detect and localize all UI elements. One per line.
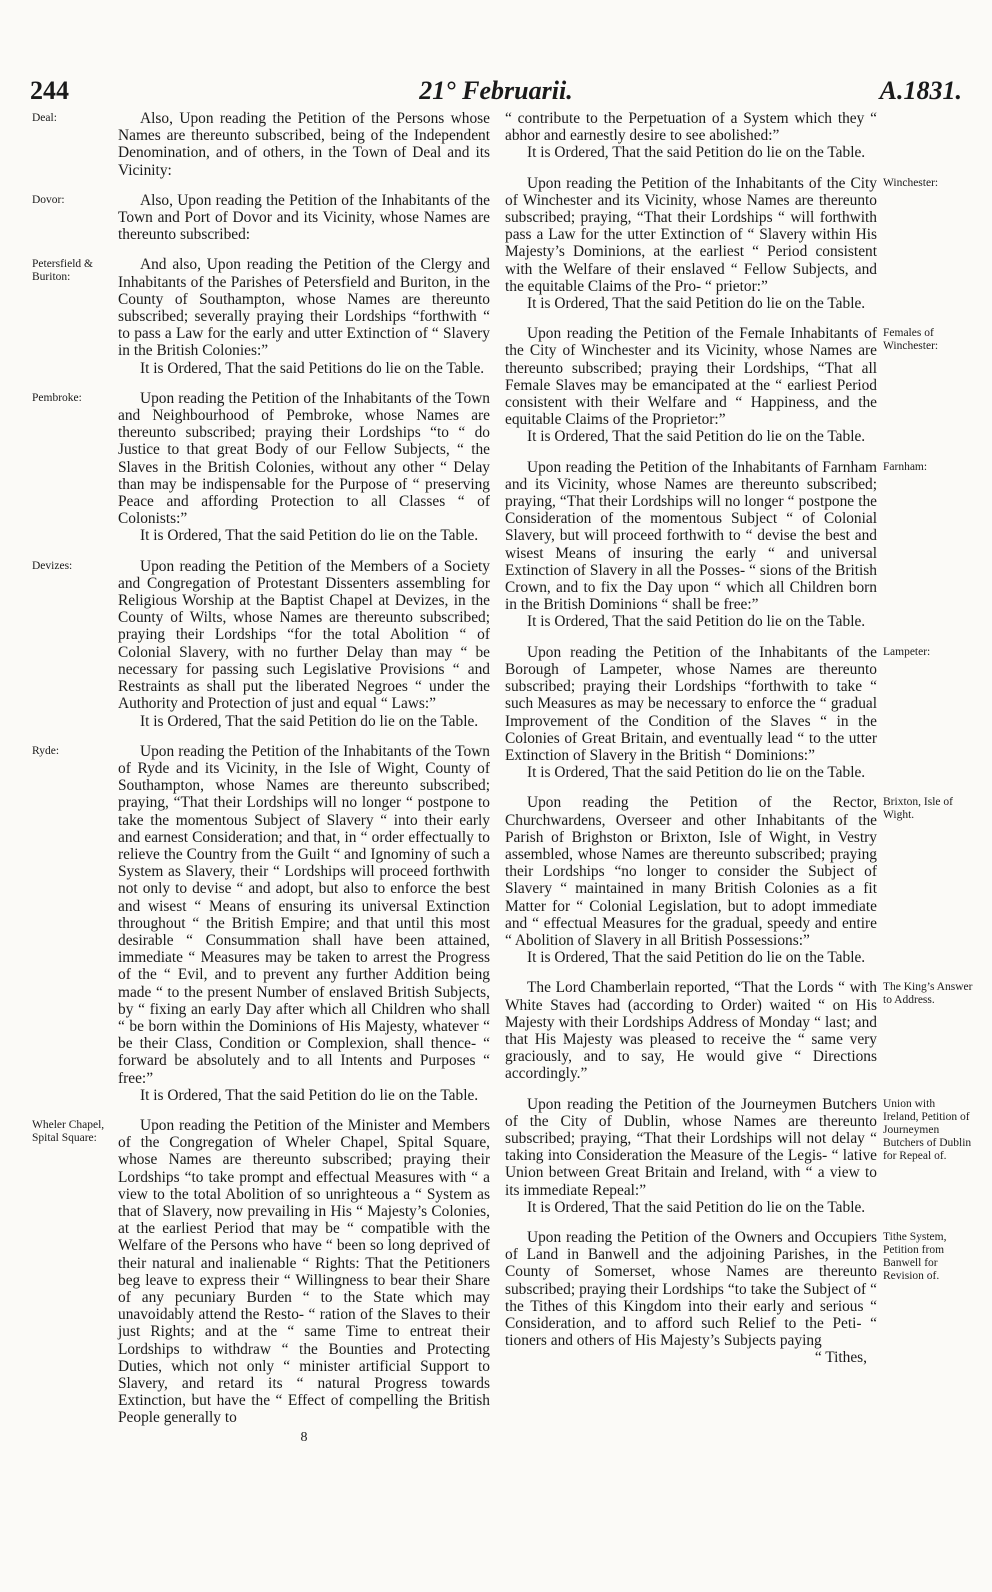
order-text: It is Ordered, That the said Petitions do lie on the Table.	[140, 359, 485, 377]
petition-entry	[32, 557, 490, 730]
margin-note: Ryde:	[32, 744, 60, 757]
margin-note: Deal:	[32, 112, 57, 124]
margin-note: Union with Ireland, Petition of Journeymen Butchers of Dublin for Repeal of.	[883, 1097, 972, 1162]
petition-text: Upon reading the Petition of the Inhabitants of Farnham and its Vicinity, whose Names are thereunto subscribed; praying, “That their Lordships will no longer “ postpone the Consideration of the momentous Subject “ of Colonial Slavery, but will proceed forthwith to “ devise the best and wisest Means of insuring the early “ and universal Extinction of Slavery in all the Posses- “ sions of the British Crown, and to fix the Day upon “ which all Children born in the British Dominions “ shall be free:”	[505, 458, 877, 614]
margin-note: Females of Winchester:	[883, 327, 939, 353]
order-text: It is Ordered, That the said Petition do lie on the Table.	[140, 1086, 479, 1104]
order-text: It is Ordered, That the said Petition do lie on the Table.	[527, 613, 866, 631]
order-text: It is Ordered, That the said Petition do lie on the Table.	[140, 712, 479, 730]
margin-note: Devizes:	[32, 559, 73, 572]
page-header	[30, 76, 962, 112]
margin-note: Dovor:	[32, 193, 65, 206]
petition-text: Upon reading the Petition of the Inhabitants of the Town and Neighbourhood of Pembroke, whose Names are thereunto subscribed; praying their Lordships “to “ do Justice to that great Body of our Fellow Subjects, “ the Slaves in the British Colonies, without any other “ Delay than may be indispensable for the Purpose of “ preserving Peace and affording Protection to all Classes “ of Colonists:”	[118, 389, 490, 528]
petition-text: Upon reading the Petition of the Inhabitants of the Borough of Lampeter, whose Names are thereunto subscribed; praying their Lordships “forthwith to take “ such Measures as may be necessary to enforce the “ gradual Improvement of the Condition of the Slaves “ in the Colonies of Great Britain, and eventually lead “ to the utter Extinction of Slavery in the British “ Dominions:”	[505, 643, 877, 764]
petition-entry	[32, 191, 490, 244]
petition-text: “ contribute to the Perpetuation of a System which they “ abhor and earnestly desire to see abolished:”	[505, 110, 877, 145]
order-text: It is Ordered, That the said Petition do lie on the Table.	[527, 295, 866, 313]
margin-note: Wheler Chapel, Spital Square:	[32, 1118, 105, 1144]
signature-mark: 8	[300, 1429, 308, 1445]
petition-entry	[505, 174, 939, 313]
catchword: “ Tithes,	[814, 1349, 867, 1367]
petition-text: Also, Upon reading the Petition of the Inhabitants of the Town and Port of Dovor and its Vicinity, whose Names are thereunto subscribed:	[118, 191, 490, 244]
petition-entry	[32, 1116, 490, 1446]
petition-text: Also, Upon reading the Petition of the Persons whose Names are thereunto subscribed, being of the Independent Denomination, and of others, in the Town of Deal and its Vicinity:	[118, 110, 490, 179]
margin-note: Winchester:	[883, 176, 939, 189]
margin-note: Tithe System, Petition from Banwell for Revision of.	[883, 1230, 947, 1282]
margin-note: Brixton, Isle of Wight.	[883, 796, 953, 822]
petition-entry	[505, 110, 877, 162]
order-text: It is Ordered, That the said Petition do lie on the Table.	[140, 527, 479, 545]
petition-entry	[505, 643, 931, 782]
petition-entry	[505, 979, 973, 1083]
page-date: 21° Februarii.	[419, 76, 573, 105]
order-text: It is Ordered, That the said Petition do lie on the Table.	[527, 428, 866, 446]
margin-note: Pembroke:	[32, 391, 82, 404]
petition-text: Upon reading the Petition of the Journeymen Butchers of the City of Dublin, whose Names are thereunto subscribed; praying, “That their Lordships will not delay “ taking into Consideration the Measure of the Legis- “ lative Union between Great Britain and Ireland, with “ a view to its immediate Repeal:”	[505, 1095, 877, 1199]
petition-entry	[32, 389, 490, 545]
margin-note: Petersfield & Buriton:	[32, 258, 93, 284]
page-year: A.1831.	[879, 76, 962, 105]
petition-text: Upon reading the Petition of the Inhabitants of the City of Winchester and its Vicinity, whose Names are thereunto subscribed; praying, “That their Lordships “ will forthwith pass a Law for the utter Extinction of “ Slavery within His Majesty’s Dominions, at the earliest “ Period consistent with the Welfare of their enslaved “ Fellow Subjects, and the equitable Claims of the Pro- “ prietor:”	[505, 174, 877, 295]
petition-entry	[505, 794, 953, 967]
petition-text: Upon reading the Petition of the Rector, Churchwardens, Overseer and other Inhabitants of the Parish of Brighston or Brixton, Isle of Wight, in Vestry assembled, whose Names are thereunto subscribed; praying their Lordships “no longer to consider the Subject of Slavery “ maintained in many British Colonies as a fit Matter for “ Colonial Legislation, but to adopt immediate and “ effectual Measures for the gradual, speedy and entire “ Abolition of Slavery in all British Possessions:”	[505, 794, 877, 949]
petition-entry	[505, 458, 928, 631]
petition-text: The Lord Chamberlain reported, “That the Lords “ with White Staves had (according to Order) waited “ on His Majesty with their Lordships Address of Monday “ last; and that His Majesty was pleased to receive the “ same very graciously, and to say, He would give “ Directions accordingly.”	[505, 979, 877, 1083]
petition-entry	[505, 325, 939, 446]
petition-text: Upon reading the Petition of the Female Inhabitants of the City of Winchester and its Vicinity, whose Names are thereunto subscribed; praying their Lordships, “That all Female Slaves may be emancipated at the “ earliest Period consistent with their Welfare and “ Happiness, and the equitable Claims of the Proprietor:”	[505, 325, 877, 429]
left-column	[32, 110, 490, 1459]
order-text: It is Ordered, That the said Petition do lie on the Table.	[527, 144, 866, 162]
petition-text: Upon reading the Petition of the Inhabitants of the Town of Ryde and its Vicinity, in the Isle of Wight, County of Southampton, whose Names are thereunto subscribed; praying, “That their Lordships will no longer “ postpone to take the momentous Subject of Slavery “ into their early and earnest Consideration; and that, in “ order effectually to relieve the Country from the Guilt “ and Ignominy of such a System as Slavery, their “ Lordships will proceed forthwith not only to devise “ and adopt, but also to enforce the best and wisest “ Means of ensuring its universal Extinction throughout “ the British Empire; and that until this most desirable “ Consummation shall have been attained, immediate “ Measures may be taken to arrest the Progress of the “ Evil, and to prevent any further Addition being made “ to the present Number of enslaved British Subjects, by “ fixing an early Day after which all Children who shall “ be born within the Dominions of His Majesty, whatever “ be their Class, Condition or Complexion, shall thence- “ forward be absolutely and to all Intents and Purposes “ free:”	[118, 742, 490, 1087]
petition-entry	[32, 742, 490, 1104]
page-number: 244	[30, 76, 69, 105]
petition-entry	[505, 1228, 947, 1367]
petition-text: Upon reading the Petition of the Members of a Society and Congregation of Protestant Dissenters assembling for Religious Worship at the Baptist Chapel at Devizes, in the County of Wilts, whose Names are thereunto subscribed; praying their Lordships “for the total Abolition “ of Colonial Slavery, with no further Delay than may “ be necessary for passing such Legislative Provisions “ and Restraints as shall put the liberated Negroes “ under the Authority and Protection of just and equal “ Laws:”	[118, 557, 490, 713]
order-text: It is Ordered, That the said Petition do lie on the Table.	[527, 764, 866, 782]
petition-entry	[32, 110, 490, 179]
margin-note: Lampeter:	[883, 645, 931, 658]
order-text: It is Ordered, That the said Petition do lie on the Table.	[527, 1198, 866, 1216]
petition-text: Upon reading the Petition of the Owners and Occupiers of Land in Banwell and the adjoining Parishes, in the County of Somerset, whose Names are thereunto subscribed; praying their Lordships “to take the Subject of “ the Tithes of this Kingdom into their early and serious “ Consideration, and to afford such Relief to the Peti- “ tioners and others of His Majesty’s Subjects paying	[505, 1228, 877, 1350]
margin-note: The King’s Answer to Address.	[883, 981, 973, 1007]
petition-entry	[505, 1095, 972, 1216]
petition-text: Upon reading the Petition of the Minister and Members of the Congregation of Wheler Chapel, Spital Square, whose Names are thereunto subscribed; praying their Lordships “to take prompt and effectual Measures with “ a view to the total Abolition of so unrighteous a “ System as that of Slavery, now prevailing in His “ Majesty’s Colonies, at the earliest Period that may be “ compatible with the Welfare of the Persons who have “ been so long deprived of their natural and inalienable “ Rights: That the Petitioners beg leave to express their “ Willingness to bear their Share of any pecuniary Burden “ to the State which may unavoidably attend the Resto- “ ration of the Slaves to their just Rights; and at the “ same Time to entreat their Lordships to withdraw “ the Bounties and Protecting Duties, which not only “ minister artificial Support to Slavery, and retard its “ natural Progress towards Extinction, but have the “ Effect of compelling the British People generally to	[118, 1116, 490, 1427]
right-column	[505, 110, 973, 1380]
petition-text: And also, Upon reading the Petition of the Clergy and Inhabitants of the Parishes of Petersfield and Buriton, in the County of Southampton, whose Names are thereunto subscribed; severally praying their Lordships “forthwith “ to pass a Law for the early and utter Extinction of “ Slavery in the British Colonies:”	[118, 256, 490, 360]
margin-note: Farnham:	[883, 460, 928, 473]
order-text: It is Ordered, That the said Petition do lie on the Table.	[527, 949, 866, 967]
petition-entry	[32, 256, 490, 377]
